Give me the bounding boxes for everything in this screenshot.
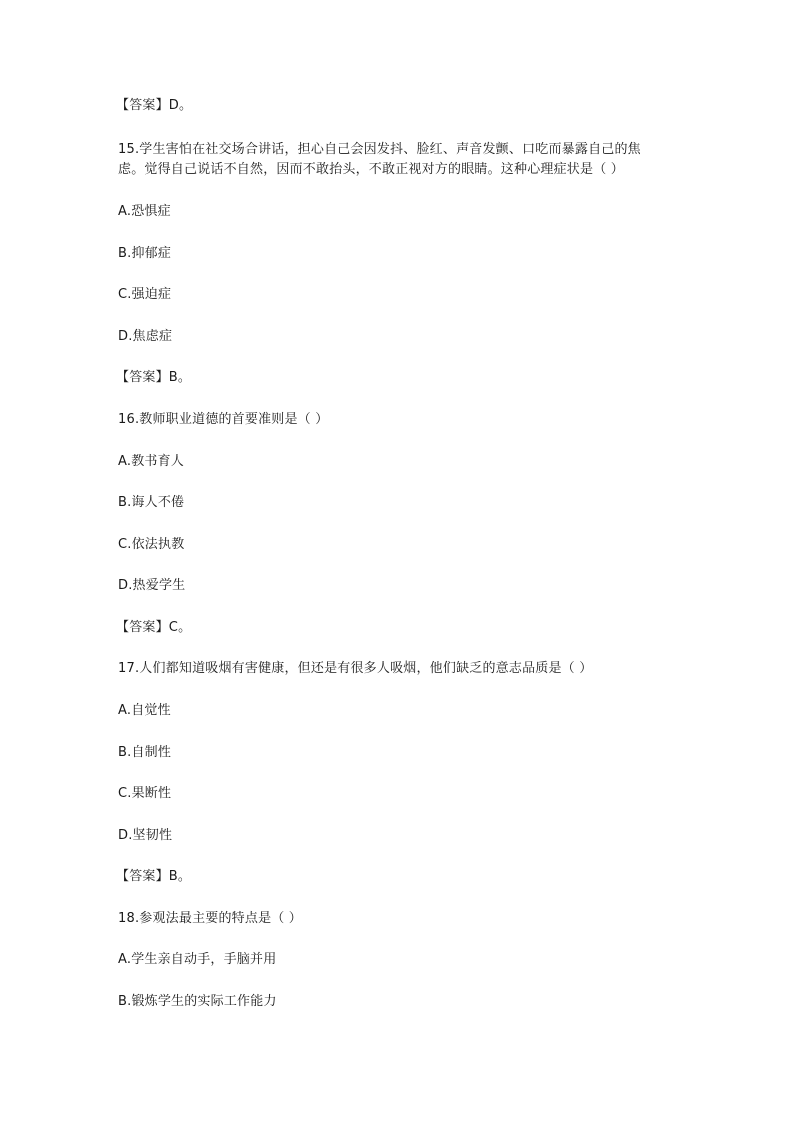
question-16-option-b: B.诲人不倦 [118,495,185,510]
question-15-stem-line-1: 15.学生害怕在社交场合讲话，担心自己会因发抖、脸红、声音发颤、口吃而暴露自己的焦 [118,142,641,157]
answer-q14: 【答案】D。 [116,98,193,113]
question-18-option-b: B.锻炼学生的实际工作能力 [118,994,277,1009]
question-17-stem: 17.人们都知道吸烟有害健康，但还是有很多人吸烟，他们缺乏的意志品质是（ ） [118,661,593,676]
question-18-option-a: A.学生亲自动手，手脑并用 [118,952,277,967]
question-15-option-d: D.焦虑症 [118,329,173,344]
question-16-stem: 16.教师职业道德的首要准则是（ ） [118,412,329,427]
question-15-stem-line-2: 虑。觉得自己说话不自然，因而不敢抬头，不敢正视对方的眼睛。这种心理症状是（ ） [118,162,624,177]
question-15-option-b: B.抑郁症 [118,246,172,261]
answer-q16: 【答案】C。 [116,620,192,635]
answer-q17: 【答案】B。 [116,869,192,884]
question-17-option-a: A.自觉性 [118,703,171,718]
question-16-option-c: C.依法执教 [118,537,185,552]
question-15-option-c: C.强迫症 [118,287,172,302]
question-16-option-d: D.热爱学生 [118,578,186,593]
question-17-option-d: D.坚韧性 [118,828,173,843]
question-18-stem: 18.参观法最主要的特点是（ ） [118,911,303,926]
question-16-option-a: A.教书育人 [118,454,184,469]
question-17-option-b: B.自制性 [118,745,172,760]
answer-q15: 【答案】B。 [116,370,192,385]
question-17-option-c: C.果断性 [118,786,172,801]
question-15-option-a: A.恐惧症 [118,204,171,219]
